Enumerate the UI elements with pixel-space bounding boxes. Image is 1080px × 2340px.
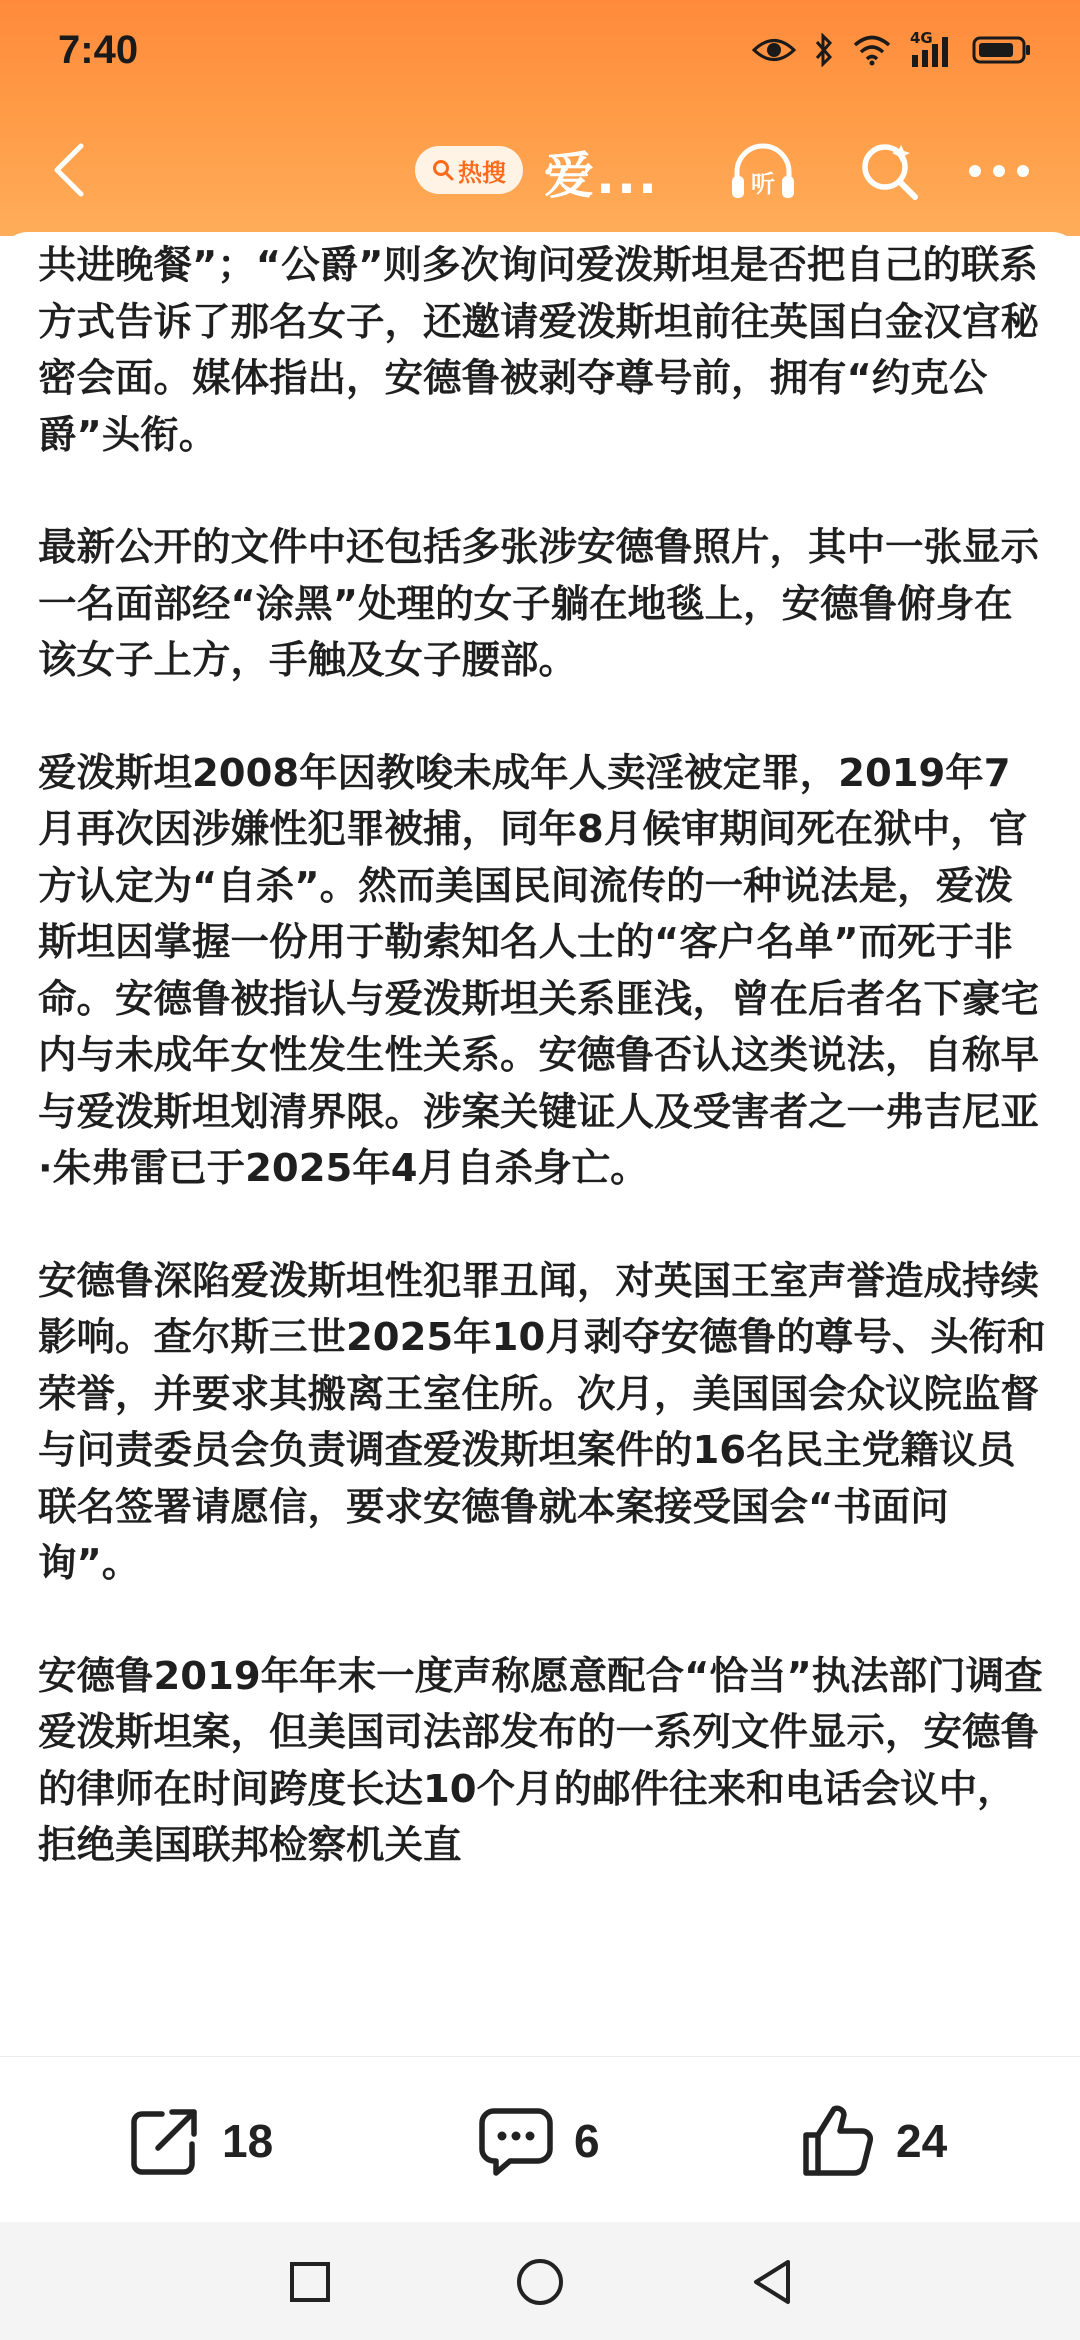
back-icon [51, 142, 85, 198]
search-icon [857, 139, 921, 203]
article-paragraph: 安德鲁2019年年末一度声称愿意配合“恰当”执法部门调查爱泼斯坦案，但美国司法部发布的一系列文件显示，安德鲁的律师在时间跨度长达10个月的邮件往来和电话会议中，拒绝美国联邦检察机关直 [38, 1653, 1043, 1868]
eye-icon [752, 35, 796, 65]
like-button[interactable] [800, 2101, 947, 2181]
share-button[interactable] [128, 2101, 273, 2181]
listen-button[interactable] [728, 138, 798, 204]
status-icons [752, 29, 1032, 67]
share-icon [128, 2104, 202, 2178]
article-paragraph: 爱泼斯坦2008年因教唆未成年人卖淫被定罪，2019年7月再次因涉嫌性犯罪被捕，同年8月候审期间死在狱中，官方认定为“自杀”。然而美国民间流传的一种说法是，爱泼斯坦因掌握一份用于勒索知名人士的“客户名单”而死于非命。安德鲁被指认与爱泼斯坦关系匪浅，曾在后者名下豪宅内与未成年女性发生性关系。安德鲁否认这类说法，自称早与爱泼斯坦划清界限。涉案关键证人及受害者之一弗吉尼亚·朱弗雷已于2025年4月自杀身亡。 [38, 750, 1040, 1191]
listen-label: 听 [751, 170, 775, 198]
recents-button[interactable] [282, 2254, 338, 2310]
like-count: 24 [896, 2115, 948, 2167]
thumbs-up-icon [800, 2103, 876, 2179]
square-icon [289, 2261, 331, 2303]
more-button[interactable] [964, 138, 1034, 204]
back-nav-button[interactable] [744, 2254, 800, 2310]
back-button[interactable] [38, 138, 98, 202]
comment-button[interactable] [478, 2101, 600, 2181]
comment-icon [478, 2105, 554, 2177]
article-card [0, 232, 1080, 2060]
article-paragraph: 最新公开的文件中还包括多张涉安德鲁照片，其中一张显示一名面部经“涂黑”处理的女子躺在地毯上，安德鲁俯身在该女子上方，手触及女子腰部。 [38, 525, 1040, 683]
status-bar [0, 0, 1080, 100]
page-title[interactable]: 爱... [544, 147, 659, 205]
article-body [38, 238, 1048, 1931]
battery-icon [972, 35, 1032, 65]
status-time: 7:40 [58, 27, 139, 72]
network-type: 4G [910, 29, 933, 47]
signal-icon [910, 29, 954, 67]
more-icon [968, 164, 1030, 178]
share-count: 18 [222, 2115, 274, 2167]
article-paragraph: 共进晚餐”；“公爵”则多次询问爱泼斯坦是否把自己的联系方式告诉了那名女子，还邀请爱泼斯坦前往英国白金汉宫秘密会面。媒体指出，安德鲁被剥夺尊号前，拥有“约克公爵”头衔。 [38, 243, 1040, 458]
hot-search-badge[interactable] [415, 146, 523, 194]
headphones-icon [728, 140, 798, 202]
bluetooth-icon [814, 33, 834, 67]
article-paragraph: 安德鲁深陷爱泼斯坦性犯罪丑闻，对英国王室声誉造成持续影响。查尔斯三世2025年10月剥夺安德鲁的尊号、头衔和荣誉，并要求其搬离王室住所。次月，美国国会众议院监督与问责委员会负责调查爱泼斯坦案件的16名民主党籍议员联名签署请愿信，要求安德鲁就本案接受国会“书面问询”。 [38, 1258, 1046, 1586]
circle-icon [515, 2257, 565, 2307]
home-button[interactable] [512, 2254, 568, 2310]
nav-bar [0, 110, 1080, 230]
triangle-back-icon [750, 2258, 794, 2306]
system-navigation-bar [0, 2222, 1080, 2340]
comment-count: 6 [574, 2115, 600, 2167]
action-bar [0, 2056, 1080, 2222]
search-button[interactable] [854, 138, 924, 204]
hot-search-label: 热搜 [458, 158, 506, 187]
hot-search-icon [432, 159, 454, 181]
wifi-icon [852, 34, 892, 66]
